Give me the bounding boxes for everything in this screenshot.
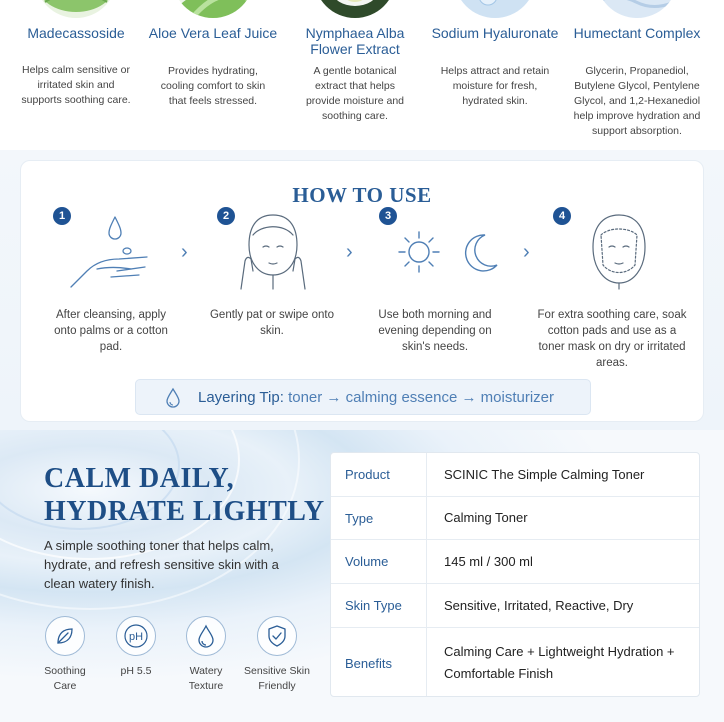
spec-value: Sensitive, Irritated, Reactive, Dry xyxy=(444,597,634,613)
spec-key: Volume xyxy=(331,540,427,583)
step-number: 3 xyxy=(379,207,397,225)
spec-value: Calming Toner xyxy=(444,510,528,525)
water-splash-image xyxy=(596,0,678,18)
hero-title xyxy=(44,462,325,528)
droplet-icon xyxy=(164,387,182,409)
step-text: Gently pat or swipe onto skin. xyxy=(209,309,334,337)
badge-watery-texture xyxy=(176,616,236,694)
hero-description: A simple soothing toner that helps calm, hydrate, and refresh sensitive skin with a clean watery finish. xyxy=(44,538,279,591)
ingredient-name: Madecassoside xyxy=(27,25,125,41)
step-number: 4 xyxy=(553,207,571,225)
ingredient-description: A gentle botanical extract that helps provide moisture and soothing care. xyxy=(305,65,405,122)
face-mask-icon xyxy=(583,211,655,291)
badge-label: pH 5.5 xyxy=(120,665,152,677)
hero-title-line2: HYDRATE LIGHTLY xyxy=(44,496,325,527)
tip-label: Layering Tip: xyxy=(198,389,284,406)
badge-label: Sensitive Skin Friendly xyxy=(244,665,310,692)
spec-key: Skin Type xyxy=(331,584,427,627)
badge-sensitive-skin xyxy=(242,616,312,694)
tip-text xyxy=(198,389,554,406)
step-text: After cleansing, apply onto palms or a cotton pad. xyxy=(54,309,168,353)
table-row xyxy=(331,540,700,584)
face-pat-icon xyxy=(233,211,313,293)
spec-value: Calming Care + Lightweight Hydration + Comfortable Finish xyxy=(444,644,675,681)
water-droplet-image xyxy=(454,0,536,18)
table-row xyxy=(331,584,700,628)
leaf-icon xyxy=(45,616,85,656)
spec-value: SCINIC The Simple Calming Toner xyxy=(444,466,645,482)
sun-moon-icon xyxy=(393,227,503,277)
product-spec-table xyxy=(330,452,700,697)
ingredient-description: Helps calm sensitive or irritated skin and supports soothing care. xyxy=(21,64,131,106)
step-text: Use both morning and evening depending on skin's needs. xyxy=(378,309,492,353)
spec-key: Product xyxy=(331,453,427,496)
chevron-right-icon: › xyxy=(523,241,530,263)
hand-drop-icon xyxy=(67,211,157,291)
chevron-right-icon: › xyxy=(346,241,353,263)
spec-key: Type xyxy=(331,497,427,539)
hero-title-line1: CALM DAILY, xyxy=(44,463,235,494)
how-to-use-section xyxy=(0,150,724,430)
step-text: For extra soothing care, soak cotton pads and use as a toner mask on dry or irritated areas. xyxy=(537,309,687,369)
water-lily-image xyxy=(314,0,396,18)
ingredient-description: Provides hydrating, cooling comfort to skin that feels stressed. xyxy=(160,65,266,107)
ingredient-description: Glycerin, Propanediol, Butylene Glycol, Pentylene Glycol, and 1,2-Hexanediol help improve hydration and support absorption. xyxy=(573,65,701,137)
svg-text:pH: pH xyxy=(128,631,144,643)
ingredient-description: Helps attract and retain moisture for fresh, hydrated skin. xyxy=(440,65,550,107)
ph-icon xyxy=(116,616,156,656)
table-row xyxy=(331,497,700,540)
badge-label: Soothing Care xyxy=(44,665,86,692)
shield-check-icon xyxy=(257,616,297,656)
aloe-leaf-image xyxy=(172,0,254,18)
badge-label: Watery Texture xyxy=(188,665,224,692)
tip-sequence: toner → calming essence → moisturizer xyxy=(288,389,554,406)
spec-key: Benefits xyxy=(331,628,427,697)
chevron-right-icon: › xyxy=(181,241,188,263)
ingredient-name: Humectant Complex xyxy=(573,25,701,41)
table-row xyxy=(331,628,700,697)
ingredient-name: Sodium Hyaluronate xyxy=(431,25,559,41)
ingredients-section xyxy=(0,0,724,150)
badge-soothing-care xyxy=(35,616,95,694)
spec-value: 145 ml / 300 ml xyxy=(444,553,533,569)
badge-ph xyxy=(106,616,166,679)
product-summary-section xyxy=(0,430,724,722)
how-to-use-card xyxy=(20,160,704,422)
droplet-icon xyxy=(186,616,226,656)
step-number: 1 xyxy=(53,207,71,225)
layering-tip xyxy=(135,379,591,415)
ingredient-name: Nymphaea Alba Flower Extract xyxy=(305,25,405,57)
how-to-use-title: HOW TO USE xyxy=(292,183,432,207)
ingredient-name: Aloe Vera Leaf Juice xyxy=(148,25,278,41)
step-number: 2 xyxy=(217,207,235,225)
table-row xyxy=(331,453,700,497)
centella-leaf-image xyxy=(35,0,117,18)
